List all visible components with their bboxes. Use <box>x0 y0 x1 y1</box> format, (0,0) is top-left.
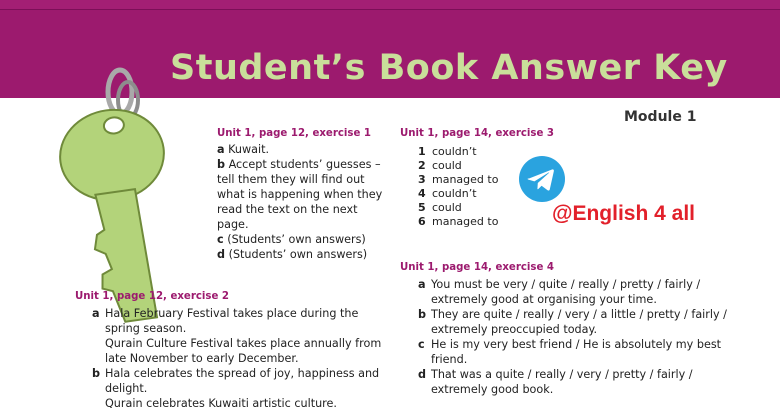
ex4-item-c: c He is my very best friend / He is absolutely my best friend. <box>418 338 722 366</box>
ex2-item-b-cont: Qurain celebrates Kuwaiti artistic culture. <box>105 397 337 408</box>
ex4-item-b: b They are quite / really / very / a little / pretty / fairly / extremely preoccupied today. <box>418 308 727 336</box>
ex2-heading: Unit 1, page 12, exercise 2 <box>75 291 230 302</box>
ex1-item-d: d (Students’ own answers) <box>217 248 368 261</box>
ex1-item-a: a Kuwait. <box>217 143 270 156</box>
ex2-item-b: b Hala celebrates the spread of joy, happiness and delight. <box>92 367 380 395</box>
ex3-item: 1 couldn’t <box>418 145 477 158</box>
ex3-heading: Unit 1, page 14, exercise 3 <box>400 128 555 139</box>
ex3-item: 4 couldn’t <box>418 187 477 200</box>
ex1-item-b: b Accept students’ guesses – tell them they will find out what is happening when they read the text on the next page. <box>217 158 383 231</box>
ex3-item: 3 managed to <box>418 173 499 186</box>
module-label: Module 1 <box>624 109 697 125</box>
key-illustration <box>42 60 187 330</box>
ex1-heading: Unit 1, page 12, exercise 1 <box>217 128 372 139</box>
banner-top-stripe <box>0 0 780 10</box>
ex1-answers <box>217 142 392 262</box>
ex2-item-a-cont: Qurain Culture Festival takes place annually from late November to early December. <box>105 337 382 365</box>
ex3-item: 6 managed to <box>418 215 499 228</box>
ex3-item: 5 could <box>418 201 462 214</box>
ex1-item-c: c (Students’ own answers) <box>217 233 366 246</box>
ex4-item-a: a You must be very / quite / really / pretty / fairly / extremely good at organising your time. <box>418 278 701 306</box>
ex4-answers <box>418 277 728 397</box>
ex3-item: 2 could <box>418 159 462 172</box>
ex4-item-d: d That was a quite / really / very / pretty / fairly / extremely good book. <box>418 368 693 396</box>
page-title: Student’s Book Answer Key <box>170 48 728 88</box>
ex2-answers <box>92 306 382 408</box>
telegram-icon[interactable] <box>518 155 566 203</box>
ex4-heading: Unit 1, page 14, exercise 4 <box>400 262 555 273</box>
ex2-item-a: a Hala February Festival takes place during the spring season. <box>92 307 359 335</box>
watermark-text: @English 4 all <box>552 202 696 225</box>
